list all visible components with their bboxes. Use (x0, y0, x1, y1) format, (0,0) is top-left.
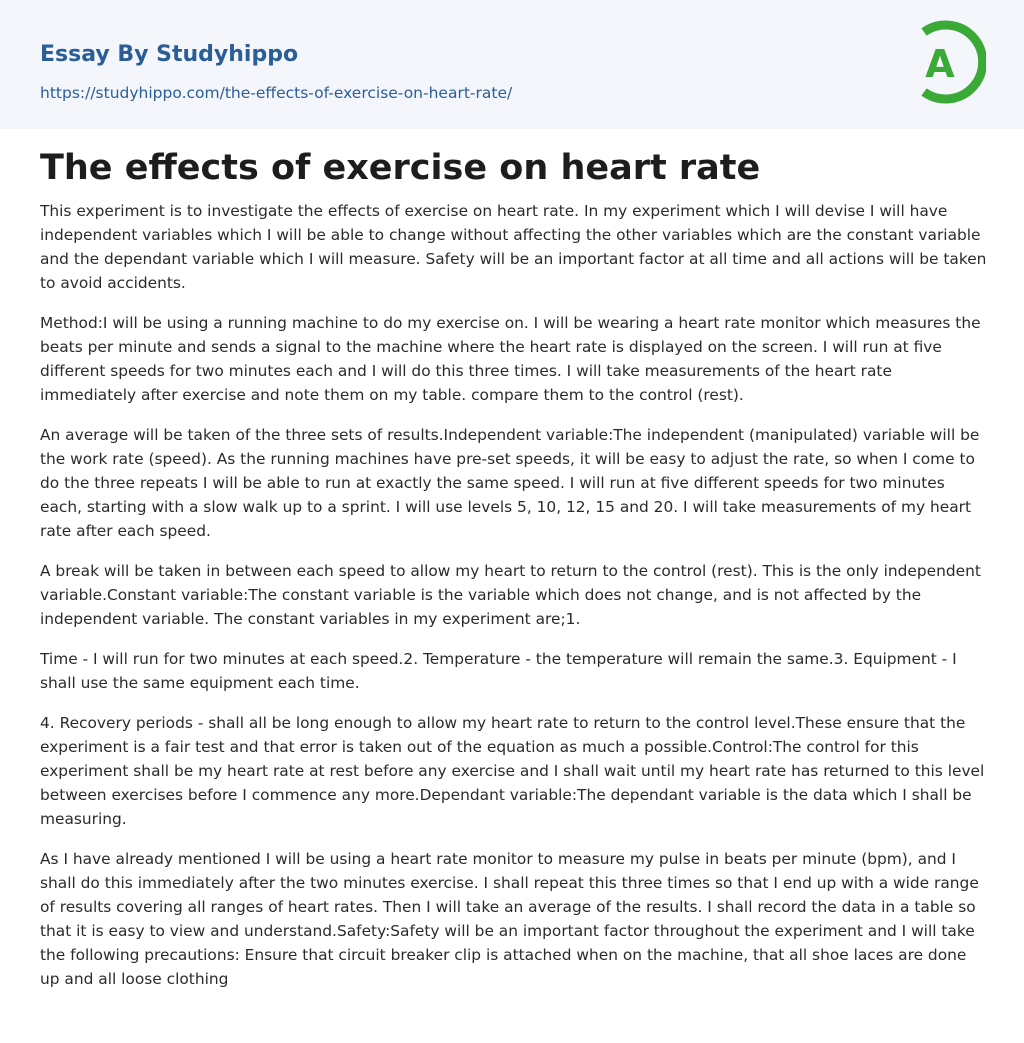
article-paragraph: Method:I will be using a running machine to do my exercise on. I will be wearing a heart rate monitor which measures the beats per minute and sends a signal to the machine where the heart rate is displayed on the screen. I will run at five different speeds for two minutes each and I will do this three times. I will take measurements of the heart rate immediately after exercise and note them on my table. compare them to the control (rest). (40, 314, 981, 404)
site-title[interactable]: Essay By Studyhippo (40, 42, 299, 67)
article-paragraph: Time - I will run for two minutes at each speed.2. Temperature - the temperature will remain the same.3. Equipment - I shall use the same equipment each time. (40, 650, 957, 692)
article-paragraph: An average will be taken of the three sets of results.Independent variable:The independent (manipulated) variable will be the work rate (speed). As the running machines have pre-set speeds, it will be easy to adjust the rate, so when I come to do the three repeats I will be able to run at exactly the same speed. I will run at five different speeds for two minutes each, starting with a slow walk up to a sprint. I will use levels 5, 10, 12, 15 and 20. I will take measurements of my heart rate after each speed. (40, 426, 980, 540)
article-paragraph: 4. Recovery periods - shall all be long enough to allow my heart rate to return to the control level.These ensure that the experiment is a fair test and that error is taken out of the equation as much a possible.Control:The control for this experiment shall be my heart rate at rest before any exercise and I shall wait until my heart rate has returned to this level between exercises before I commence any more.Dependant variable:The dependant variable is the data which I shall be measuring. (40, 714, 985, 828)
studyhippo-logo[interactable] (912, 20, 986, 104)
article-content (40, 143, 990, 1007)
logo-ring-icon (912, 20, 986, 104)
logo-letter: A (925, 42, 955, 86)
article-url-link[interactable]: https://studyhippo.com/the-effects-of-exercise-on-heart-rate/ (40, 84, 513, 102)
article-paragraph: This experiment is to investigate the effects of exercise on heart rate. In my experiment which I will devise I will have independent variables which I will be able to change without affecting the other variables which are the constant variable and the dependant variable which I will measure. Safety will be an important factor at all time and all actions will be taken to avoid accidents. (40, 202, 987, 292)
site-header (0, 0, 1024, 129)
article-paragraph: As I have already mentioned I will be using a heart rate monitor to measure my pulse in beats per minute (bpm), and I shall do this immediately after the two minutes exercise. I shall repeat this three times so that I end up with a wide range of results covering all ranges of heart rates. Then I will take an average of the results. I shall record the data in a table so that it is easy to view and understand.Safety:Safety will be an important factor throughout the experiment and I will take the following precautions: Ensure that circuit breaker clip is attached when on the machine, that all shoe laces are done up and all loose clothing (40, 850, 979, 988)
article-title: The effects of exercise on heart rate (40, 148, 761, 188)
article-paragraph: A break will be taken in between each speed to allow my heart to return to the control (rest). This is the only independent variable.Constant variable:The constant variable is the variable which does not change, and is not affected by the independent variable. The constant variables in my experiment are;1. (40, 562, 981, 628)
